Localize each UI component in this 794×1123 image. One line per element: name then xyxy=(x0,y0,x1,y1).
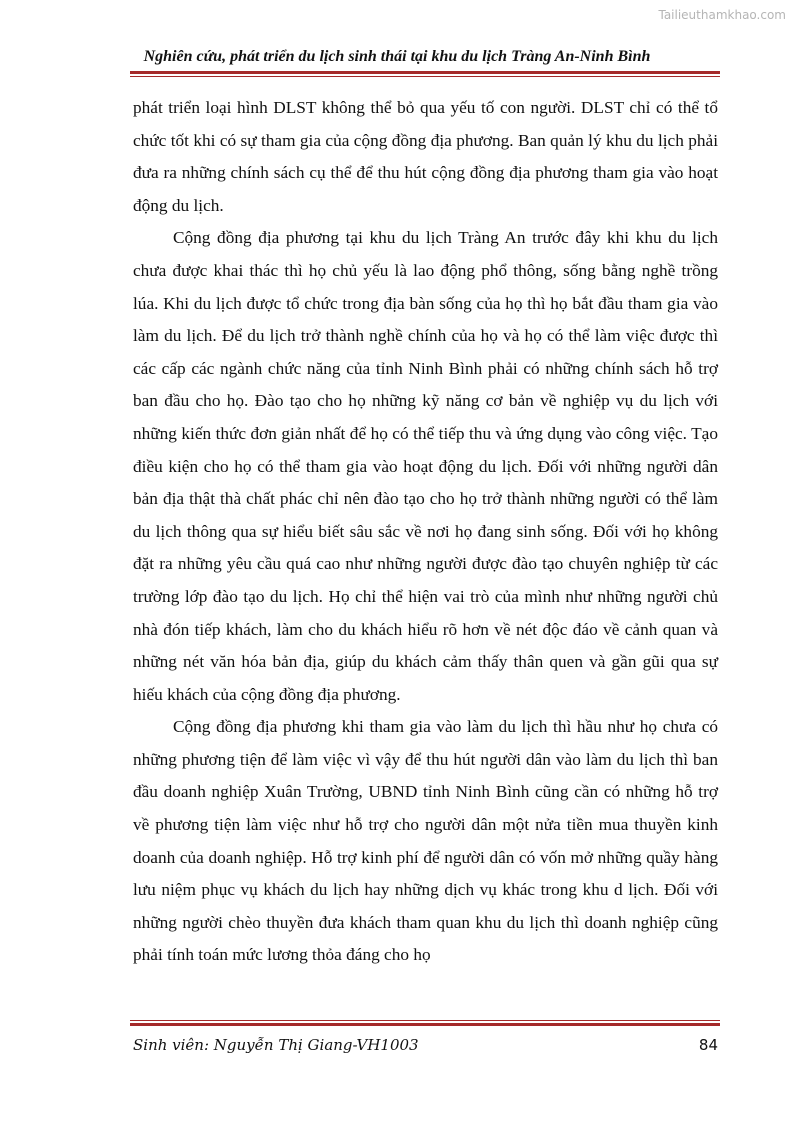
document-body xyxy=(133,92,718,972)
watermark: Tailieuthamkhao.com xyxy=(658,8,786,22)
footer-rule-thick xyxy=(130,1023,720,1026)
paragraph-continued: phát triển loại hình DLST không thể bỏ qua yếu tố con người. DLST chỉ có thể tổ chức tốt khi có sự tham gia của cộng đồng địa phương. Ban quản lý khu du lịch phải đưa ra những chính sách cụ thể để thu hút cộng đồng địa phương tham gia vào hoạt động du lịch. xyxy=(133,98,718,215)
paragraph: Cộng đồng địa phương tại khu du lịch Tràng An trước đây khi khu du lịch chưa được khai thác thì họ chủ yếu là lao động phổ thông, sống bằng nghề trồng lúa. Khi du lịch được tổ chức trong địa bàn sống của họ thì họ bắt đầu tham gia vào làm du lịch. Để du lịch trở thành nghề chính của họ và họ có thể làm việc được thì các cấp các ngành chức năng của tỉnh Ninh Bình phải có những chính sách hỗ trợ ban đầu cho họ. Đào tạo cho họ những kỹ năng cơ bản về nghiệp vụ du lịch với những kiến thức đơn giản nhất để họ có thể tiếp thu và ứng dụng vào công việc. Tạo điều kiện cho họ có thể tham gia vào hoạt động du lịch. Đối với những người dân bản địa thật thà chất phác chỉ nên đào tạo cho họ trở thành những người có thể làm du lịch thông qua sự hiểu biết sâu sắc về nơi họ đang sinh sống. Đối với họ không đặt ra những yêu cầu quá cao như những người được đào tạo chuyên nghiệp từ các trường lớp đào tạo du lịch. Họ chỉ thể hiện vai trò của mình như những người chủ nhà đón tiếp khách, làm cho du khách hiểu rõ hơn về nét độc đáo về cảnh quan và những nét văn hóa bản địa, giúp du khách cảm thấy thân quen và gần gũi qua sự hiếu khách của cộng đồng địa phương. xyxy=(133,228,718,704)
page-number: 84 xyxy=(698,1036,718,1054)
footer-rule-thin xyxy=(130,1020,720,1021)
page-header-title: Nghiên cứu, phát triển du lịch sinh thái tại khu du lịch Tràng An-Ninh Bình xyxy=(143,48,651,65)
footer-author: Sinh viên: Nguyễn Thị Giang-VH1003 xyxy=(133,1036,419,1054)
header-rule-thick xyxy=(130,71,720,74)
paragraph: Cộng đồng địa phương khi tham gia vào làm du lịch thì hầu như họ chưa có những phương tiện để làm việc vì vậy để thu hút người dân vào làm du lịch thì ban đầu doanh nghiệp Xuân Trường, UBND tỉnh Ninh Bình cũng cần có những hỗ trợ về phương tiện làm việc như hỗ trợ cho người dân một nửa tiền mua thuyền kinh doanh của doanh nghiệp. Hỗ trợ kinh phí để người dân có vốn mở những quầy hàng lưu niệm phục vụ khách du lịch hay những dịch vụ khác trong khu d lịch. Đối với những người chèo thuyền đưa khách tham quan khu du lịch thì doanh nghiệp cũng phải tính toán mức lương thỏa đáng cho họ xyxy=(133,717,718,965)
header-rule-thin xyxy=(130,76,720,77)
